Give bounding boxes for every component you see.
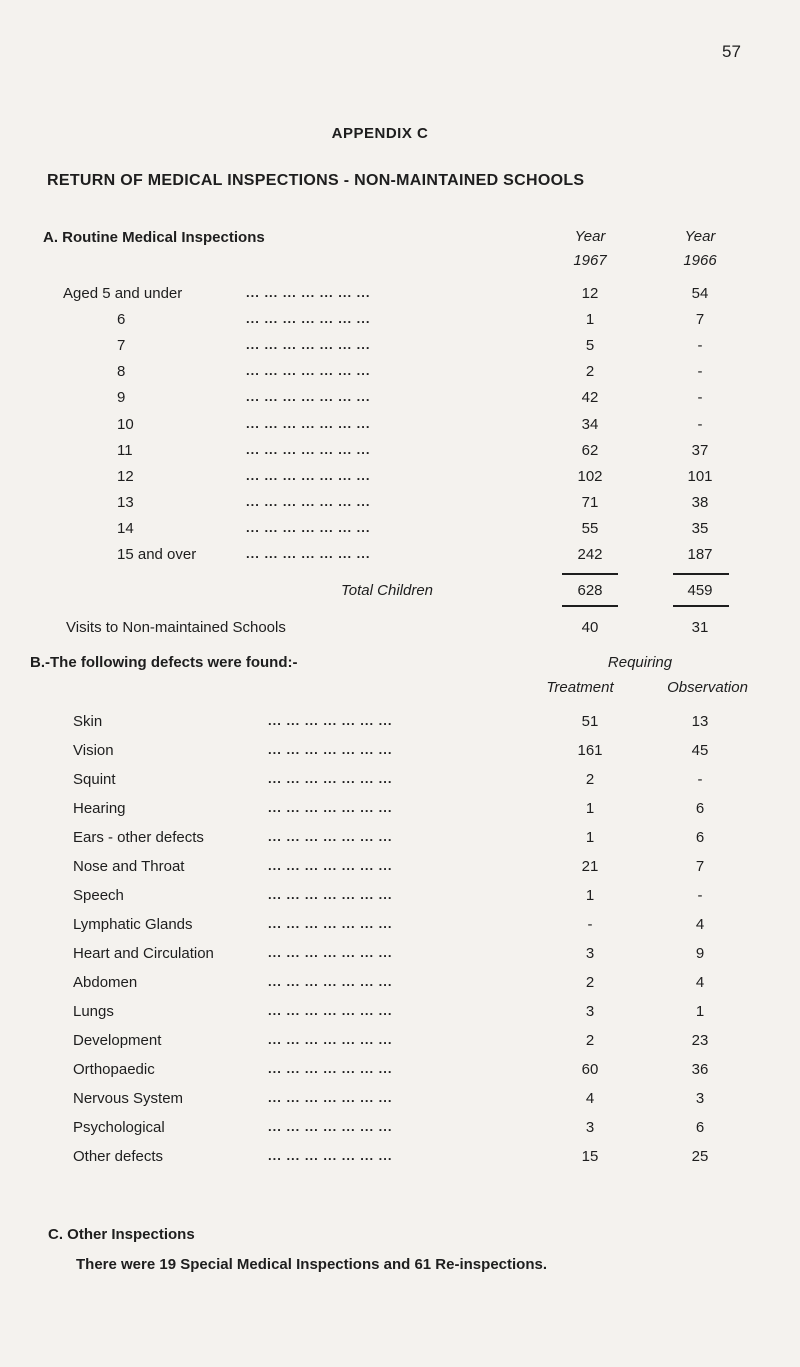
- value-1967: 2: [585, 363, 595, 381]
- defect-row: [0, 1061, 800, 1087]
- defect-row: [0, 887, 800, 913]
- value-1967: 55: [581, 519, 599, 537]
- section-a-heading: A. Routine Medical Inspections: [43, 229, 265, 246]
- defect-label: Abdomen: [73, 974, 138, 991]
- col-1967-header-label: Year: [574, 228, 606, 245]
- observation-value: -: [697, 771, 703, 788]
- treatment-header: Treatment: [546, 679, 614, 696]
- total-1967-top-rule: [562, 573, 618, 575]
- defect-label: Heart and Circulation: [73, 945, 214, 962]
- leader-dots: ... ... ... ... ... ... ...: [246, 493, 371, 509]
- section-c-heading: C. Other Inspections: [48, 1226, 195, 1243]
- section-b-heading: B.-The following defects were found:-: [30, 654, 298, 671]
- defect-row: [0, 974, 800, 1000]
- defect-row: [0, 742, 800, 768]
- leader-dots: ... ... ... ... ... ... ...: [246, 546, 371, 561]
- report-title: RETURN OF MEDICAL INSPECTIONS - NON-MAINTAINED SCHOOLS: [47, 172, 585, 189]
- total-1967: 628: [577, 582, 603, 599]
- leader-dots: ... ... ... ... ... ... ...: [268, 713, 393, 728]
- total-1967-bottom-rule: [562, 605, 618, 607]
- value-1967: 71: [581, 493, 599, 511]
- leader-dots: ... ... ... ... ... ... ...: [246, 441, 371, 457]
- observation-value: 4: [695, 974, 705, 991]
- defect-label: Orthopaedic: [73, 1061, 155, 1078]
- treatment-value: 2: [585, 1032, 595, 1049]
- age-row: [0, 363, 800, 389]
- leader-dots: ... ... ... ... ... ... ...: [268, 945, 393, 960]
- value-1966: 187: [687, 546, 713, 563]
- leader-dots: ... ... ... ... ... ... ...: [268, 858, 393, 873]
- value-1967: 102: [577, 467, 603, 485]
- leader-dots: ... ... ... ... ... ... ...: [246, 337, 371, 353]
- leader-dots: ... ... ... ... ... ... ...: [246, 311, 371, 327]
- value-1966: 35: [691, 519, 709, 537]
- treatment-value: 2: [585, 771, 595, 788]
- observation-value: 3: [695, 1090, 705, 1107]
- treatment-value: 1: [585, 800, 595, 817]
- treatment-value: 161: [577, 742, 603, 759]
- treatment-value: 4: [585, 1090, 595, 1107]
- leader-dots: ... ... ... ... ... ... ...: [268, 771, 393, 786]
- defect-label: Nose and Throat: [73, 858, 185, 875]
- defect-row: [0, 945, 800, 971]
- value-1966: 38: [691, 493, 709, 511]
- leader-dots: ... ... ... ... ... ... ...: [268, 1003, 393, 1018]
- value-1966: 101: [687, 467, 713, 485]
- other-inspections-text: There were 19 Special Medical Inspections and 61 Re-inspections.: [76, 1256, 547, 1273]
- treatment-value: 3: [585, 1003, 595, 1020]
- age-label: 10: [117, 415, 134, 433]
- observation-value: -: [697, 887, 703, 904]
- leader-dots: ... ... ... ... ... ... ...: [246, 389, 371, 405]
- leader-dots: ... ... ... ... ... ... ...: [268, 1090, 393, 1105]
- defect-label: Psychological: [73, 1119, 165, 1136]
- treatment-value: 1: [585, 829, 595, 846]
- col-1966-header-label: Year: [684, 228, 716, 245]
- treatment-value: 21: [581, 858, 599, 875]
- defect-row: [0, 1119, 800, 1145]
- total-label: Total Children: [341, 582, 433, 599]
- age-row: [0, 520, 800, 546]
- age-label: 14: [117, 519, 134, 537]
- observation-value: 6: [695, 1119, 705, 1136]
- defect-label: Skin: [73, 713, 103, 730]
- leader-dots: ... ... ... ... ... ... ...: [268, 974, 393, 989]
- defect-row: [0, 800, 800, 826]
- age-row: [0, 442, 800, 468]
- treatment-value: 60: [581, 1061, 599, 1078]
- leader-dots: ... ... ... ... ... ... ...: [268, 1032, 393, 1047]
- leader-dots: ... ... ... ... ... ... ...: [246, 285, 371, 300]
- age-row: [0, 468, 800, 494]
- age-row: [0, 337, 800, 363]
- value-1966: 37: [691, 441, 709, 459]
- defect-label: Lungs: [73, 1003, 114, 1020]
- treatment-value: 3: [585, 945, 595, 962]
- observation-value: 25: [691, 1148, 709, 1165]
- leader-dots: ... ... ... ... ... ... ...: [268, 916, 393, 931]
- value-1967: 62: [581, 441, 599, 459]
- visits-1967: 40: [581, 619, 599, 636]
- visits-label: Visits to Non-maintained Schools: [66, 619, 286, 636]
- leader-dots: ... ... ... ... ... ... ...: [268, 829, 393, 844]
- visits-1966: 31: [691, 619, 709, 636]
- defect-row: [0, 1090, 800, 1116]
- age-label: 13: [117, 493, 134, 511]
- defect-label: Hearing: [73, 800, 126, 817]
- value-1967: 1: [585, 311, 595, 329]
- observation-value: 45: [691, 742, 709, 759]
- page-number: 57: [722, 42, 741, 61]
- treatment-value: -: [587, 916, 593, 933]
- defect-row: [0, 1032, 800, 1058]
- leader-dots: ... ... ... ... ... ... ...: [246, 415, 371, 431]
- age-row: [0, 311, 800, 337]
- leader-dots: ... ... ... ... ... ... ...: [246, 519, 371, 535]
- col-1966-header-year: 1966: [683, 252, 717, 269]
- age-label: 15 and over: [117, 546, 197, 563]
- age-label: 9: [117, 389, 126, 407]
- observation-header: Observation: [667, 679, 748, 696]
- leader-dots: ... ... ... ... ... ... ...: [268, 887, 393, 902]
- value-1967: 42: [581, 389, 599, 407]
- age-label: Aged 5 and under: [63, 285, 183, 302]
- leader-dots: ... ... ... ... ... ... ...: [268, 1119, 393, 1134]
- total-1966: 459: [687, 582, 713, 599]
- leader-dots: ... ... ... ... ... ... ...: [246, 467, 371, 483]
- value-1966: -: [697, 415, 703, 433]
- age-label: 8: [117, 363, 126, 381]
- observation-value: 13: [691, 713, 709, 730]
- value-1966: 54: [691, 285, 709, 302]
- value-1966: -: [697, 363, 703, 381]
- leader-dots: ... ... ... ... ... ... ...: [268, 742, 393, 757]
- age-row: [0, 389, 800, 415]
- age-row: [0, 494, 800, 520]
- observation-value: 36: [691, 1061, 709, 1078]
- treatment-value: 51: [581, 713, 599, 730]
- total-1966-top-rule: [673, 573, 729, 575]
- defect-row: [0, 916, 800, 942]
- treatment-value: 1: [585, 887, 595, 904]
- age-label: 6: [117, 311, 126, 329]
- age-label: 7: [117, 337, 126, 355]
- defect-row: [0, 713, 800, 739]
- observation-value: 9: [695, 945, 705, 962]
- leader-dots: ... ... ... ... ... ... ...: [268, 1148, 393, 1163]
- defect-row: [0, 1003, 800, 1029]
- age-row: [0, 416, 800, 442]
- observation-value: 4: [695, 916, 705, 933]
- leader-dots: ... ... ... ... ... ... ...: [268, 800, 393, 815]
- age-row: [0, 285, 800, 311]
- col-1967-header-year: 1967: [573, 252, 607, 269]
- age-row: [0, 546, 800, 572]
- value-1966: -: [697, 337, 703, 355]
- treatment-value: 15: [581, 1148, 599, 1165]
- observation-value: 6: [695, 829, 705, 846]
- value-1967: 12: [581, 285, 599, 302]
- requiring-header: Requiring: [607, 654, 673, 671]
- value-1967: 34: [581, 415, 599, 433]
- defect-label: Nervous System: [73, 1090, 184, 1107]
- value-1967: 242: [577, 546, 603, 563]
- defect-row: [0, 771, 800, 797]
- defect-row: [0, 1148, 800, 1174]
- leader-dots: ... ... ... ... ... ... ...: [268, 1061, 393, 1076]
- observation-value: 1: [695, 1003, 705, 1020]
- visits-row: [0, 619, 800, 645]
- total-1966-bottom-rule: [673, 605, 729, 607]
- appendix-title: APPENDIX C: [331, 125, 429, 142]
- observation-value: 6: [695, 800, 705, 817]
- defect-label: Vision: [73, 742, 114, 759]
- treatment-value: 2: [585, 974, 595, 991]
- value-1966: 7: [695, 311, 705, 329]
- age-label: 11: [117, 441, 133, 459]
- defect-row: [0, 829, 800, 855]
- defect-label: Squint: [73, 771, 116, 788]
- value-1966: -: [697, 389, 703, 407]
- age-label: 12: [117, 467, 134, 485]
- defect-row: [0, 858, 800, 884]
- defect-label: Speech: [73, 887, 124, 904]
- defect-label: Lymphatic Glands: [73, 916, 193, 933]
- defect-label: Ears - other defects: [73, 829, 204, 846]
- leader-dots: ... ... ... ... ... ... ...: [246, 363, 371, 379]
- defect-label: Development: [73, 1032, 162, 1049]
- treatment-value: 3: [585, 1119, 595, 1136]
- defect-label: Other defects: [73, 1148, 164, 1165]
- observation-value: 7: [695, 858, 705, 875]
- observation-value: 23: [691, 1032, 709, 1049]
- value-1967: 5: [585, 337, 595, 355]
